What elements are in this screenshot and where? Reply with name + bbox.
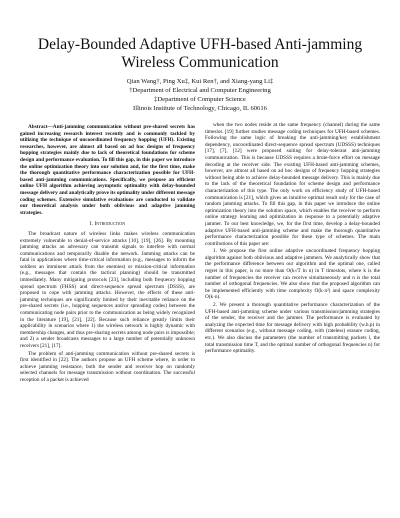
- intro-paragraph-1: The broadcast nature of wireless links makes wireless communication extremely vulnerable to denial-of-service attacks [10], [19], [26]. By mounting jamming attacks an adversary can transmit signals to interfere with normal communications and temporarily disable the network. Jamming attacks can be fatal in applications where time-critical information (e.g., messages to inform the soldiers an imminent attack from the enemies) or mission-critical information (e.g., messages that contain the tactical planning) should be transmitted immediately. Many mitigating protocols [23], including both frequency hopping spread spectrum (FHSS) and direct-sequence spread spectrum (DSSS), are proposed to cope with jamming attacks. However, the effects of these anti-jamming techniques are significantly limited by their inevitable reliance on the pre-shared secrets (i.e., hopping sequences and/or spreading codes) between the communicating node pairs prior to the communication as being widely recognized in the literature [19], [21], [22]. Because such reliance greatly limits their applicability in scenarios where 1) the wireless network is highly dynamic with membership changes, and thus pre-sharing secrets among node pairs is impossible; and 2) a sender broadcasts messages to a large number of potentially unknown receivers [21], [17].: [20, 230, 195, 349]
- intro-paragraph-3: when the two nodes reside at the same frequency (channel) during the same timeslot. [19] further studies message coding techniques for UFH-based schemes. Following the same logic of breaking the anti-jamming/key establishment dependency, uncoordinated direct-sequence spread spectrum (UDSSS) techniques [17], [7], [12] were proposed suiting for delay-tolerant anti-jamming communication. This is because UDSSS requires a brute-force effort on message decoding at the receiver side. The existing UFH-based anti-jamming schemes, however, are almost all based on ad hoc designs of frequency hopping strategies without being able to achieve delay-bounded message delivery. This is mainly due to the lack of the theoretical foundation for scheme design and performance characterization of this type. The only work on efficiency study of UFH-based communication is [21], which gives an intuitive optimal result only for the case of random jamming attacks. To fill this gap, in this paper we introduce the online optimization theory into the solution space, which enables the receiver to perform online strategy learning and optimization in response to a potentially adaptive jammer. To our best knowledge, we, for the first time, develop a delay-bounded adaptive UFH-based anti-jamming scheme and make the thorough quantitative performance characterization possible for these type of schemes. The main contributions of this paper are:: [205, 122, 380, 247]
- title-line-1: Delay-Bounded Adaptive UFH-based Anti-jamming: [37, 36, 363, 53]
- right-column: [205, 122, 380, 510]
- affiliation-ece: †Department of Electrical and Computer Engineering: [129, 87, 271, 94]
- abstract: Abstract—Anti-jamming communication without pre-shared secrets has gained increasing research interest recently and is commonly tackled by utilizing the technique of uncoordinated frequency hopping (UFH). Existing researches, however, are almost all based on ad hoc designs of frequency hopping strategies mainly due to lack of theoretical foundations for scheme design and performance evaluation. To fill this gap, in this paper we introduce the online optimization theory into our solution and, for the first time, make the thorough quantitative performance characterization possible for UFH-based anti-jamming communications. Specifically, we propose an efficient online UFH algorithm achieving asymptotic optimality with delay-bounded message delivery and analytically prove its optimality under different message coding schemes. Extensive simulative evaluations are conducted to validate our theoretical analysis under both oblivious and adaptive jamming strategies.: [20, 124, 195, 216]
- author-names: Qian Wang†, Ping Xu‡, Kui Ren†, and Xiang-yang Li‡: [126, 78, 274, 85]
- intro-paragraph-2: The problem of anti-jamming communication without pre-shared secrets is first identified in [22]. The authors propose an UFH scheme where, in order to achieve jamming resistance, both the sender and receiver hop on randomly selected channels for message transmission without coordination. The successful reception of a packet is achieved: [20, 350, 195, 383]
- section-heading-introduction: I. Introduction: [89, 221, 126, 228]
- contribution-1: 1. We propose the first online adaptive uncoordinated frequency hopping algorithm against both oblivious and adaptive jammers. We analytically show that the performance difference between our algorithm and the optimal one, called regret in this paper, is no more than O(k√T ln n) in T timeslots, where k is the number of frequencies the receiver can receive simultaneously and n is the total number of orthogonal frequencies. We also show that the proposed algorithm can be implemented efficiently with time complexity O(k·n²) and space complexity O(k·n).: [205, 248, 380, 301]
- affiliation-cs: ‡Department of Computer Science: [154, 96, 246, 103]
- paper-title: [20, 36, 380, 72]
- title-line-2: Wireless Communication: [121, 54, 279, 71]
- contribution-2: 2. We present a thorough quantitative performance characterization of the UFH-based anti-jamming scheme under various transmission/jamming strategies of the sender, the receiver and the jammer. The performance is evaluated by analyzing the expected time for message delivery with high probability (w.h.p) in different scenarios (e.g., without message coding, with (rateless) erasure coding, etc.). We also discuss the parameters (the number of transmitting packets l, the total transmission time T, and the optimal number of orthogonal frequencies n) for performance optimality.: [205, 302, 380, 355]
- left-column: [20, 124, 195, 512]
- affiliation-institute: Illinois Institute of Technology, Chicago, IL 60616: [133, 105, 267, 112]
- author-block: [20, 77, 380, 113]
